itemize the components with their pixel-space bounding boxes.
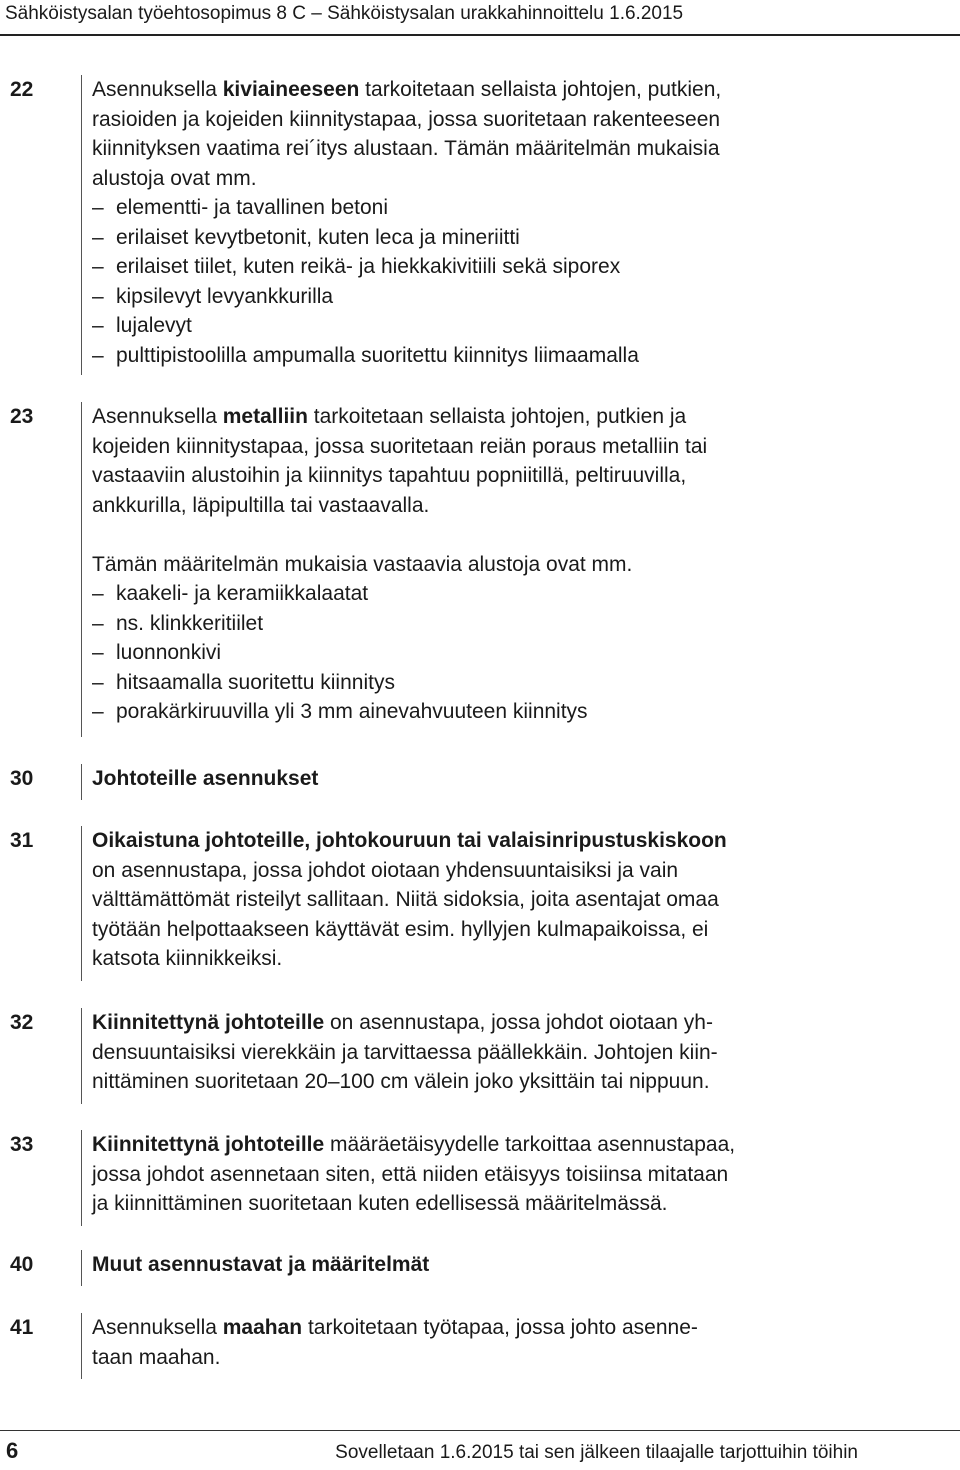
section-rule: [81, 764, 82, 800]
dash-bullet-icon: –: [92, 225, 104, 249]
section-number: 30: [10, 767, 34, 790]
section-intro: Tämän määritelmän mukaisia vastaavia alustoja ovat mm.: [92, 552, 633, 576]
section-line: kiinnityksen vaatima rei´itys alustaan. Tämän määritelmän mukaisia: [92, 137, 720, 160]
list-item: – erilaiset tiilet, kuten reikä- ja hiekkakivitiili sekä siporex: [92, 252, 952, 282]
section-number: 23: [10, 405, 34, 428]
dash-bullet-icon: –: [92, 611, 104, 635]
section-line: rasioiden ja kojeiden kiinnitystapaa, jossa suoritetaan rakenteeseen: [92, 107, 721, 131]
term-highlight: metalliin: [222, 405, 308, 428]
list-item: – lujalevyt: [92, 311, 952, 341]
section-line: Asennuksella kiviaineeseen tarkoitetaan sellaista johtojen, putkien,: [92, 78, 722, 101]
section-content: [92, 402, 952, 727]
dash-bullet-icon: –: [92, 670, 104, 694]
section-number: 33: [10, 1133, 34, 1156]
term-highlight: Kiinnitettynä johtoteille: [92, 1011, 325, 1034]
section-line: on asennustapa, jossa johdot oiotaan yhdensuuntaisiksi ja vain: [92, 858, 679, 882]
section-number: 22: [10, 78, 34, 101]
section-line: katsota kiinnikkeiksi.: [92, 947, 283, 970]
section-rule: [81, 1250, 82, 1286]
term-highlight: kiviaineeseen: [222, 78, 360, 101]
list-item: – hitsaamalla suoritettu kiinnitys: [92, 668, 952, 698]
list-item: – erilaiset kevytbetonit, kuten leca ja mineriitti: [92, 223, 952, 253]
section-line: välttämättömät risteilyt sallitaan. Niitä sidoksia, joita asentajat omaa: [92, 888, 719, 911]
section-line: Kiinnitettynä johtoteille määräetäisyydelle tarkoittaa asennustapaa,: [92, 1133, 736, 1156]
section-line: nittäminen suoritetaan 20–100 cm välein joko yksittäin tai nippuun.: [92, 1070, 710, 1093]
section-rule: [81, 75, 82, 375]
paragraph-gap: [92, 520, 952, 550]
section-content: [92, 75, 952, 370]
dash-bullet-icon: –: [92, 700, 104, 723]
section-content: [92, 764, 952, 794]
dash-bullet-icon: –: [92, 284, 104, 308]
list-item: – elementti- ja tavallinen betoni: [92, 193, 952, 223]
section-line: taan maahan.: [92, 1345, 221, 1369]
section-content: [92, 1130, 952, 1219]
dash-bullet-icon: –: [92, 255, 104, 278]
section-line: ankkurilla, läpipultilla tai vastaavalla.: [92, 493, 430, 517]
section-line: ja kiinnittäminen suoritetaan kuten edellisessä määritelmässä.: [92, 1192, 668, 1215]
header-title: Sähköistysalan työehtosopimus 8 C – Sähköistysalan urakkahinnoittelu 1.6.2015: [5, 3, 684, 24]
section-line: Asennuksella metalliin tarkoitetaan sellaista johtojen, putkien ja: [92, 405, 687, 428]
header-rule: [0, 34, 960, 36]
section-heading: Oikaistuna johtoteille, johtokouruun tai valaisinripustuskiskoon: [92, 829, 727, 852]
section-rule: [81, 826, 82, 981]
section-rule: [81, 1313, 82, 1379]
section-number: 31: [10, 829, 34, 852]
section-content: [92, 1313, 952, 1372]
section-rule: [81, 1130, 82, 1226]
section-line: Kiinnitettynä johtoteille on asennustapa, jossa johdot oiotaan yh-: [92, 1011, 713, 1034]
section-line: kojeiden kiinnitystapaa, jossa suoritetaan reiän poraus metalliin tai: [92, 434, 708, 458]
dash-bullet-icon: –: [92, 314, 104, 337]
section-content: [92, 1250, 952, 1280]
dash-bullet-icon: –: [92, 641, 104, 664]
footer-text: Sovelletaan 1.6.2015 tai sen jälkeen tilaajalle tarjottuihin töihin: [335, 1442, 858, 1463]
list-item: – kaakeli- ja keramiikkalaatat: [92, 579, 952, 609]
list-item: – kipsilevyt levyankkurilla: [92, 282, 952, 312]
dash-bullet-icon: –: [92, 343, 104, 367]
term-highlight: Kiinnitettynä johtoteille: [92, 1133, 325, 1156]
section-line: jossa johdot asennetaan siten, että niiden etäisyys toisiinsa mitataan: [92, 1162, 729, 1186]
section-heading: Muut asennustavat ja määritelmät: [92, 1253, 430, 1276]
section-content: [92, 826, 952, 974]
section-line: Asennuksella maahan tarkoitetaan työtapaa, jossa johto asenne-: [92, 1316, 698, 1339]
section-heading: Johtoteille asennukset: [92, 767, 319, 790]
section-number: 32: [10, 1011, 34, 1034]
dash-bullet-icon: –: [92, 196, 104, 219]
list-item: – ns. klinkkeritiilet: [92, 609, 952, 639]
list-item: – luonnonkivi: [92, 638, 952, 668]
footer-rule: [0, 1430, 960, 1431]
section-line: alustoja ovat mm.: [92, 166, 257, 190]
dash-bullet-icon: –: [92, 582, 104, 605]
list-item: – pulttipistoolilla ampumalla suoritettu kiinnitys liimaamalla: [92, 341, 952, 371]
section-number: 41: [10, 1316, 34, 1339]
section-line: työtään helpottaakseen käyttävät esim. hyllyjen kulmapaikoissa, ei: [92, 917, 709, 941]
section-number: 40: [10, 1253, 34, 1276]
section-line: densuuntaisiksi vierekkäin ja tarvittaessa päällekkäin. Johtojen kiin-: [92, 1040, 718, 1064]
section-line: vastaaviin alustoihin ja kiinnitys tapahtuu popniitillä, peltiruuvilla,: [92, 464, 687, 487]
page-number: 6: [6, 1438, 19, 1463]
list-item: – porakärkiruuvilla yli 3 mm ainevahvuuteen kiinnitys: [92, 697, 952, 727]
section-rule: [81, 1008, 82, 1104]
term-highlight: maahan: [222, 1316, 303, 1339]
section-rule: [81, 402, 82, 737]
section-content: [92, 1008, 952, 1097]
